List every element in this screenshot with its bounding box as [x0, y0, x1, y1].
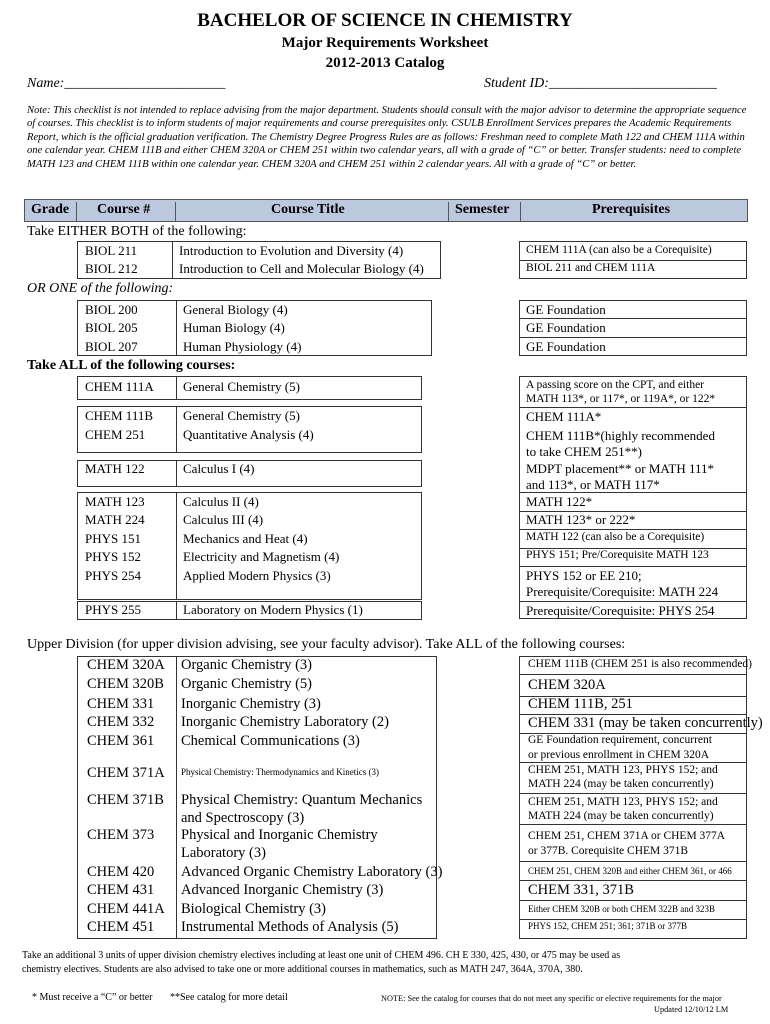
- course-title: Laboratory (3): [181, 845, 266, 861]
- course-title: Human Biology (4): [183, 320, 285, 335]
- course-title: Mechanics and Heat (4): [183, 531, 308, 546]
- course-title: and Spectroscopy (3): [181, 810, 305, 826]
- course-title: Introduction to Cell and Molecular Biology (4): [179, 261, 424, 276]
- course-number: PHYS 151: [85, 531, 141, 546]
- course-title: Advanced Organic Chemistry Laboratory (3): [181, 864, 443, 880]
- course-number: MATH 224: [85, 512, 145, 527]
- course-prereq: CHEM 331 (may be taken concurrently): [528, 715, 763, 731]
- course-number: MATH 123: [85, 494, 145, 509]
- course-prereq: Either CHEM 320B or both CHEM 322B and 323B: [528, 904, 715, 914]
- course-title: Laboratory on Modern Physics (1): [183, 602, 363, 617]
- course-title: Human Physiology (4): [183, 339, 302, 354]
- col-semester: Semester: [455, 202, 510, 217]
- course-title: Calculus I (4): [183, 461, 255, 476]
- course-number: CHEM 373: [87, 827, 155, 843]
- course-prereq: or 377B. Corequisite CHEM 371B: [528, 845, 689, 857]
- col-title: Course Title: [271, 202, 345, 217]
- col-prereq: Prerequisites: [592, 202, 671, 217]
- section-take-all-text: Take ALL of the following courses:: [27, 358, 236, 373]
- course-prereq: MATH 224 (may be taken concurrently): [528, 810, 714, 822]
- student-id-field[interactable]: Student ID:________________________: [484, 76, 717, 91]
- course-prereq: MATH 122*: [526, 494, 593, 509]
- course-prereq: GE Foundation: [526, 339, 606, 354]
- course-prereq: CHEM 251, CHEM 320B and either CHEM 361, or 466: [528, 866, 732, 876]
- course-number: PHYS 152: [85, 549, 141, 564]
- course-title: Physical Chemistry: Quantum Mechanics: [181, 792, 423, 808]
- electives-line-2: chemistry electives. Students are also advised to take one or more additional courses in mathematics, such as MATH 247, 364A, 370A, 380.: [22, 964, 583, 975]
- course-prereq: CHEM 320A: [528, 677, 606, 693]
- course-prereq: CHEM 251, MATH 123, PHYS 152; and: [528, 796, 718, 808]
- course-title: Inorganic Chemistry Laboratory (2): [181, 714, 389, 730]
- table-header: [24, 199, 748, 222]
- course-number: BIOL 205: [85, 320, 138, 335]
- course-prereq: CHEM 111A*: [526, 409, 602, 424]
- course-number: CHEM 420: [87, 864, 155, 880]
- course-title: Applied Modern Physics (3): [183, 568, 331, 583]
- col-grade: Grade: [31, 202, 70, 217]
- course-number: PHYS 255: [85, 602, 141, 617]
- section-take-all: [27, 358, 235, 374]
- catalog-note: NOTE: See the catalog for courses that do not meet any specific or elective requirements for the major: [381, 994, 722, 1003]
- course-number: CHEM 332: [87, 714, 155, 730]
- course-number: CHEM 320A: [87, 657, 165, 673]
- must-receive-note: * Must receive a “C” or better: [32, 992, 153, 1003]
- course-title: Calculus III (4): [183, 512, 264, 527]
- course-number: BIOL 207: [85, 339, 138, 354]
- course-title: Chemical Communications (3): [181, 733, 360, 749]
- course-title: Calculus II (4): [183, 494, 259, 509]
- course-prereq: BIOL 211 and CHEM 111A: [526, 262, 656, 274]
- course-number: CHEM 331: [87, 696, 155, 712]
- course-number: CHEM 111B: [85, 408, 154, 423]
- course-prereq: CHEM 111B*(highly recommended: [526, 428, 715, 443]
- course-prereq: CHEM 111B, 251: [528, 696, 633, 712]
- course-title: Quantitative Analysis (4): [183, 427, 314, 442]
- course-number: CHEM 431: [87, 882, 155, 898]
- course-title: Instrumental Methods of Analysis (5): [181, 919, 399, 935]
- see-catalog-note: **See catalog for more detail: [170, 992, 288, 1003]
- course-prereq: GE Foundation: [526, 302, 606, 317]
- section-either-both-text: Take EITHER BOTH of the following:: [27, 224, 247, 239]
- course-prereq: GE Foundation requirement, concurrent: [528, 734, 712, 746]
- course-prereq: PHYS 151; Pre/Corequisite MATH 123: [526, 549, 709, 561]
- updated-date: Updated 12/10/12 LM: [654, 1005, 729, 1014]
- course-title: Physical Chemistry: Thermodynamics and Kinetics (3): [181, 767, 380, 777]
- course-prereq: MDPT placement** or MATH 111*: [526, 461, 714, 476]
- course-number: CHEM 320B: [87, 676, 164, 692]
- course-title: Organic Chemistry (5): [181, 676, 313, 692]
- col-course: Course #: [97, 202, 151, 217]
- course-prereq: CHEM 111B (CHEM 251 is also recommended): [528, 658, 753, 670]
- course-prereq: PHYS 152 or EE 210;: [526, 568, 642, 583]
- advising-note: Note: This checklist is not intended to replace advising from the major department. Students should consult with the major advisor to determine the appropriate sequence of courses. This checklist is to inform students of major requirements and course prerequisites only. CSULB Enrollment Services prepares the Academic Requirements Report, which is the official graduation verification. The Chemistry Degree Progress Rules are as follows: Freshman need to complete Math 122 and CHEM 111A within one calendar year. CHEM 111B and either CHEM 320A or CHEM 251 within two calendar years, all with a grade of “C” or better. Transfer students: need to complete MATH 123 and CHEM 111B within one calendar year. CHEM 320A and CHEM 251 within 2 calendar years. All with a grade of “C” or better.: [27, 105, 747, 170]
- section-or-one: [27, 281, 173, 297]
- course-prereq: A passing score on the CPT, and either: [526, 379, 705, 391]
- course-prereq: GE Foundation: [526, 320, 606, 335]
- course-prereq: MATH 224 (may be taken concurrently): [528, 778, 714, 790]
- course-prereq: MATH 113*, or 117*, or 119A*, or 122*: [526, 393, 716, 405]
- course-title: Electricity and Magnetism (4): [183, 549, 340, 564]
- course-prereq: CHEM 331, 371B: [528, 882, 634, 898]
- course-prereq: to take CHEM 251**): [526, 444, 642, 459]
- section-either-both: [27, 224, 246, 240]
- course-number: CHEM 361: [87, 733, 155, 749]
- course-prereq: CHEM 251, CHEM 371A or CHEM 377A: [528, 830, 726, 842]
- course-number: CHEM 371A: [87, 765, 165, 781]
- course-number: CHEM 371B: [87, 792, 164, 808]
- course-prereq: Prerequisite/Corequisite: MATH 224: [526, 584, 719, 599]
- course-prereq: or previous enrollment in CHEM 320A: [528, 749, 710, 761]
- course-prereq: Prerequisite/Corequisite: PHYS 254: [526, 603, 715, 618]
- course-prereq: PHYS 152, CHEM 251; 361; 371B or 377B: [528, 921, 688, 931]
- course-title: General Chemistry (5): [183, 408, 300, 423]
- course-prereq: CHEM 251, MATH 123, PHYS 152; and: [528, 764, 718, 776]
- course-number: CHEM 451: [87, 919, 155, 935]
- course-title: Advanced Inorganic Chemistry (3): [181, 882, 384, 898]
- course-number: CHEM 251: [85, 427, 146, 442]
- section-upper-division: [27, 637, 625, 653]
- course-number: MATH 122: [85, 461, 145, 476]
- course-number: PHYS 254: [85, 568, 141, 583]
- section-upper-division-text: Upper Division (for upper division advising, see your faculty advisor). Take ALL of the following courses:: [27, 637, 626, 652]
- course-number: BIOL 211: [85, 243, 138, 258]
- course-number: CHEM 111A: [85, 379, 154, 394]
- course-number: BIOL 200: [85, 302, 138, 317]
- course-number: CHEM 441A: [87, 901, 165, 917]
- electives-line-1: Take an additional 3 units of upper division chemistry electives including at least one unit of CHEM 496. CH E 330, 425, 430, or 475 may be used as: [22, 950, 621, 961]
- course-title: Inorganic Chemistry (3): [181, 696, 321, 712]
- course-title: General Chemistry (5): [183, 379, 300, 394]
- name-field[interactable]: Name:_______________________: [27, 76, 226, 91]
- document-subtitle: Major Requirements Worksheet: [281, 35, 489, 51]
- course-prereq: MATH 123* or 222*: [526, 512, 636, 527]
- course-prereq: CHEM 111A (can also be a Corequisite): [526, 244, 712, 256]
- course-number: BIOL 212: [85, 261, 138, 276]
- catalog-year: 2012-2013 Catalog: [325, 55, 445, 71]
- document-title: BACHELOR OF SCIENCE IN CHEMISTRY: [197, 10, 573, 31]
- course-title: Biological Chemistry (3): [181, 901, 326, 917]
- section-or-one-text: OR ONE of the following:: [27, 281, 174, 296]
- course-prereq: MATH 122 (can also be a Corequisite): [526, 531, 705, 543]
- course-title: Physical and Inorganic Chemistry: [181, 827, 378, 843]
- course-prereq: and 113*, or MATH 117*: [526, 477, 660, 492]
- course-title: Organic Chemistry (3): [181, 657, 313, 673]
- course-title: General Biology (4): [183, 302, 288, 317]
- course-title: Introduction to Evolution and Diversity (4): [179, 243, 404, 258]
